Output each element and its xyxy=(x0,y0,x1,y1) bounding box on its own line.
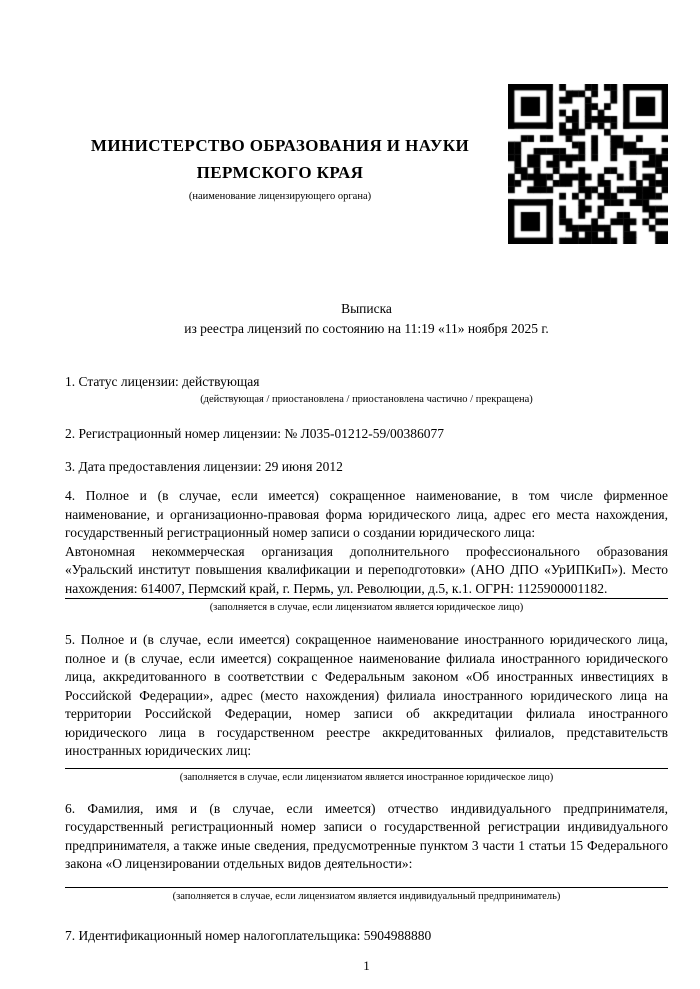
item-legal-entity-info xyxy=(65,487,668,615)
qr-code-icon xyxy=(508,84,668,244)
legal-entity-fill-note: (заполняется в случае, если лицензиатом является юридическое лицо) xyxy=(209,602,524,613)
qr-code xyxy=(508,84,668,244)
licensing-authority-caption: (наименование лицензирующего органа) xyxy=(188,191,372,202)
individual-entrepreneur-description: 6. Фамилия, имя и (в случае, если имеется) отчество индивидуального предпринимателя, государственный регистрационный номер записи о государственной регистрации индивидуального предпринимателя, а также иные сведения, предусмотренные пунктом 3 части 1 статьи 15 Федерального закона «О лицензировании отдельных видов деятельности»: xyxy=(65,800,668,871)
item-license-status xyxy=(65,372,668,407)
legal-entity-fill-line xyxy=(65,598,668,599)
extract-subtitle: из реестра лицензий по состоянию на 11:19 «11» ноября 2025 г. xyxy=(184,321,549,336)
page-number: 1 xyxy=(363,957,370,973)
license-status-options-note: (действующая / приостановлена / приостановлена частично / прекращена) xyxy=(200,394,533,405)
license-grant-date-line: 3. Дата предоставления лицензии: 29 июня 2012 xyxy=(65,459,343,474)
item-foreign-entity-info xyxy=(65,631,668,785)
legal-entity-description: 4. Полное и (в случае, если имеется) сокращенное наименование, в том числе фирменное наименование, и организационно-правовая форма юридического лица, адрес его места нахождения, государственный регистрационный номер записи о создании юридического лица: xyxy=(65,488,668,540)
ministry-name-line2: ПЕРМСКОГО КРАЯ xyxy=(196,163,364,182)
foreign-entity-fill-line xyxy=(65,768,668,769)
license-status-line: 1. Статус лицензии: действующая xyxy=(65,374,260,389)
extract-title-block xyxy=(65,299,668,339)
registration-number-line: 2. Регистрационный номер лицензии: № Л035-01212-59/00386077 xyxy=(65,426,445,441)
item-license-grant-date xyxy=(65,457,668,476)
extract-title: Выписка xyxy=(341,301,392,316)
document-header xyxy=(65,84,668,244)
taxpayer-number-line: 7. Идентификационный номер налогоплательщика: 5904988880 xyxy=(65,927,432,943)
individual-entrepreneur-fill-line xyxy=(65,887,668,888)
foreign-entity-fill-note: (заполняется в случае, если лицензиатом является иностранное юридическое лицо) xyxy=(179,771,554,783)
legal-entity-value: Автономная некоммерческая организация дополнительного профессионального образования «Уральский институт повышения квалификации и переподготовки» (АНО ДПО «УрИПКиП»). Место нахождения: 614007, Пермский край, г. Пермь, ул. Революции, д.5, к.1. ОГРН: 1125900001182. xyxy=(65,543,668,596)
licensing-authority-block xyxy=(65,132,495,202)
item-registration-number xyxy=(65,424,668,443)
foreign-entity-description: 5. Полное и (в случае, если имеется) сокращенное наименование иностранного юридического лица, полное и (в случае, если имеется) сокращенное наименование филиала иностранного юридического лица, аккредитованного в соответствии с Федеральным законом «Об иностранных инвестициях в Российской Федерации», адрес (место нахождения) филиала иностранного юридического лица на территории Российской Федерации, номер записи об аккредитации филиала иностранного юридического лица в государственном реестре аккредитованных филиалов, представительств иностранных юридических лиц: xyxy=(65,632,668,758)
ministry-name-line1: МИНИСТЕРСТВО ОБРАЗОВАНИЯ И НАУКИ xyxy=(90,136,470,155)
individual-entrepreneur-fill-note: (заполняется в случае, если лицензиатом является индивидуальный предприниматель) xyxy=(172,890,561,902)
item-individual-entrepreneur-info xyxy=(65,800,668,904)
item-taxpayer-number xyxy=(65,926,668,945)
